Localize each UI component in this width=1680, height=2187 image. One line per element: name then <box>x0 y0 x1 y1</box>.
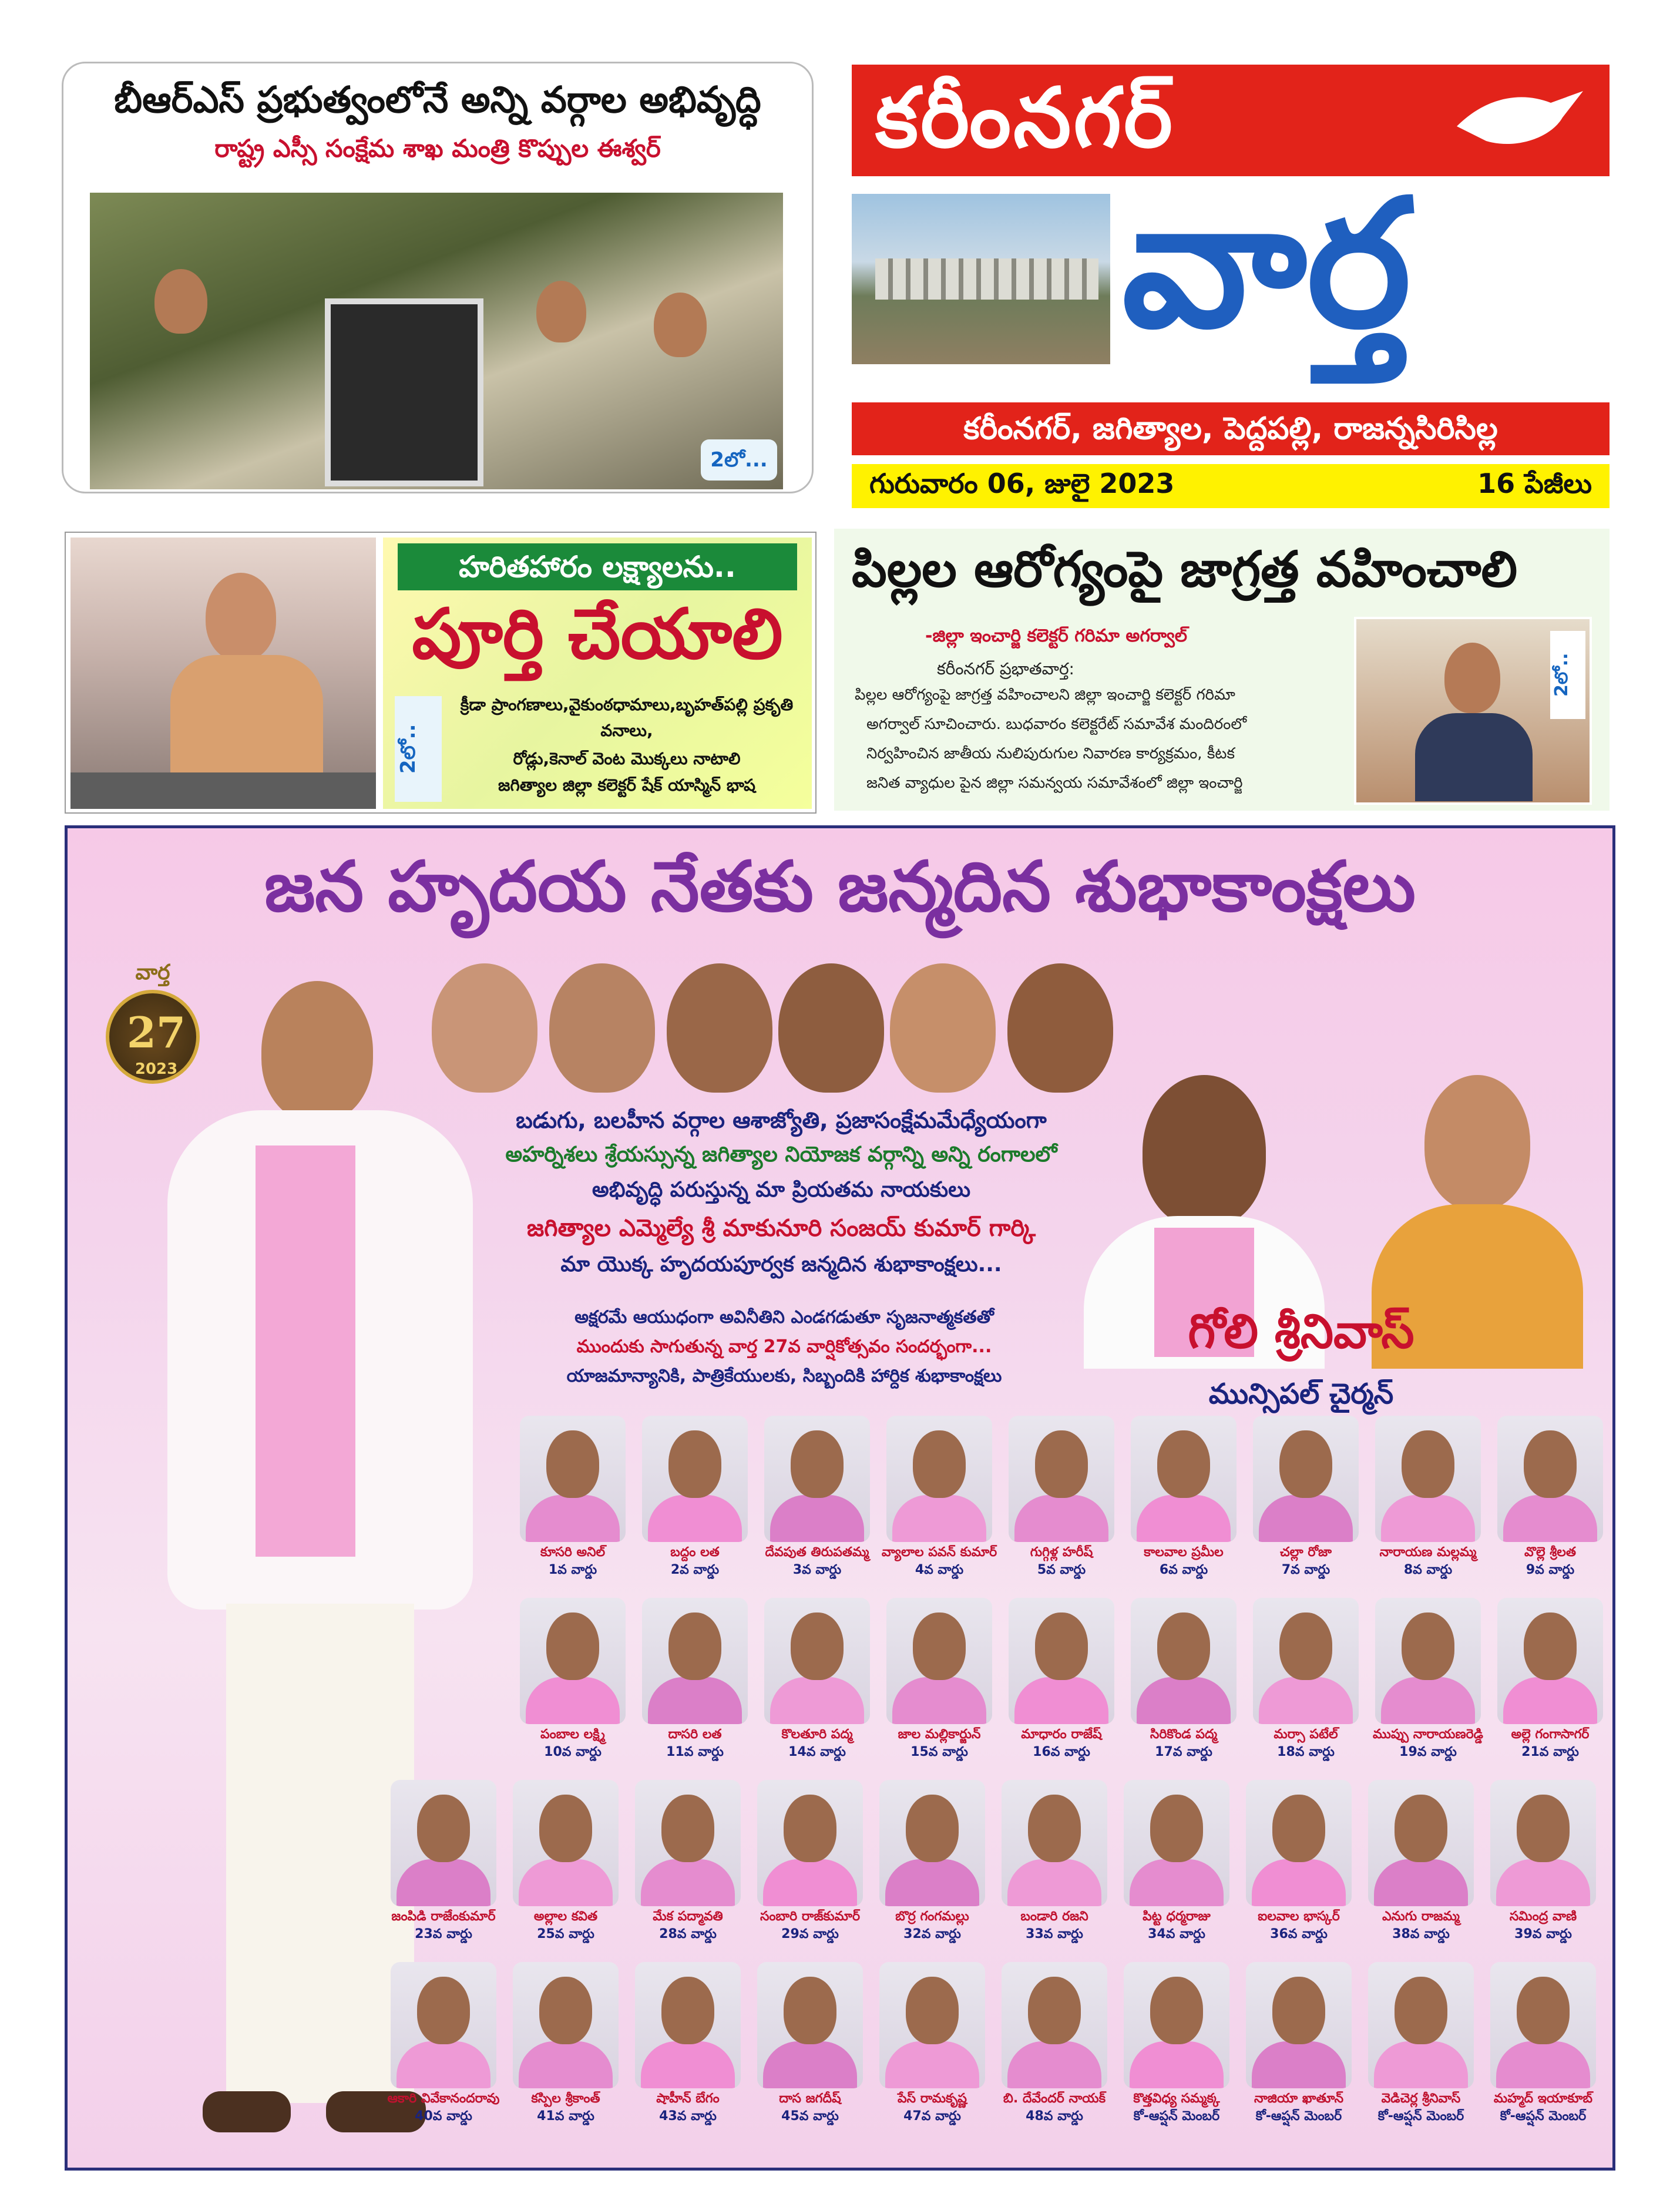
collector-body <box>170 655 323 772</box>
ward-member-ward: 19వ వార్డు <box>1399 1745 1457 1759</box>
ward-member-name: మహ్మద్ ఇయాకూబ్ <box>1493 2091 1593 2106</box>
ward-member-ward: 18వ వార్డు <box>1277 1745 1335 1759</box>
ward-member-body <box>1259 1495 1353 1542</box>
leader-portrait <box>778 963 884 1093</box>
ward-member-photo <box>757 1962 863 2088</box>
ward-member-photo <box>1253 1416 1359 1542</box>
ward-member-name: పేస్ రామకృష్ణ <box>898 2091 967 2106</box>
ward-member-name: వొల్లె శ్రీలత <box>1524 1545 1577 1560</box>
ward-member-ward: 33వ వార్డు <box>1026 1927 1083 1941</box>
badge-top: వార్త <box>135 960 170 985</box>
sponsor-name: గోలి శ్రీనివాస్ <box>1188 1304 1414 1359</box>
story3-body-4: జనిత వ్యాధుల పైన జిల్లా సమన్వయ సమావేశంలో జిల్లా ఇంచార్జి <box>866 774 1243 792</box>
ward-member-face <box>661 1795 714 1862</box>
ward-member-body <box>1374 2041 1468 2088</box>
ward-member-body <box>885 1859 979 1906</box>
ward-member-name: ఐలవాల భాస్కర్ <box>1258 1909 1340 1924</box>
ward-member-ward: 9వ వార్డు <box>1526 1563 1575 1577</box>
ward-member-name: ఆకారి వివేకానందరావు <box>387 2091 500 2106</box>
ward-member-body <box>1259 1677 1353 1724</box>
ward-member-face <box>1402 1612 1454 1680</box>
ward-member-ward: 16వ వార్డు <box>1033 1745 1090 1759</box>
masthead-date: గురువారం 06, జులై 2023 <box>869 468 1175 499</box>
ward-member-photo <box>520 1416 626 1542</box>
ward-member-face <box>539 1977 592 2044</box>
ad-line-5: మా యొక్క హృదయపూర్వక జన్మదిన శుభాకాంక్షలు... <box>560 1252 1002 1276</box>
ad-line2-3: యాజమాన్యానికి, పాత్రికేయులకు, సిబ్బందికి హార్దిక శుభాకాంక్షలు <box>566 1366 1002 1386</box>
ward-member-photo <box>764 1416 870 1542</box>
ward-member-face <box>1028 1795 1081 1862</box>
ward-member-body <box>892 1495 986 1542</box>
ward-member-ward: కో-ఆప్షన్ మెంబర్ <box>1255 2109 1342 2124</box>
ward-member-ward: 28వ వార్డు <box>659 1927 717 1941</box>
ward-member-photo <box>1375 1416 1481 1542</box>
ward-member-face <box>784 1795 836 1862</box>
ward-member-body <box>648 1495 742 1542</box>
ward-member-face <box>1524 1612 1577 1680</box>
ward-member-photo <box>1368 1780 1474 1906</box>
ward-member-face <box>417 1795 470 1862</box>
ward-member-ward: 25వ వార్డు <box>537 1927 594 1941</box>
ward-member-name: సమింద్ర వాణి <box>1509 1909 1577 1924</box>
ward-member-face <box>1272 1977 1325 2044</box>
ward-member-photo <box>1009 1598 1114 1724</box>
ward-member-photo <box>764 1598 870 1724</box>
ward-member-face <box>906 1977 959 2044</box>
ad-line-4: జగిత్యాల ఎమ్మెల్యే శ్రీ మాకునూరి సంజయ్ కుమార్ గార్కి <box>526 1215 1036 1242</box>
masthead-name-top: కరీంనగర్ <box>875 70 1175 166</box>
ward-member-name: దేవపుత తిరుపతమ్మ <box>765 1545 869 1560</box>
ward-member-face <box>546 1430 599 1498</box>
ward-member-body <box>763 1859 857 1906</box>
ward-member-ward: 45వ వార్డు <box>781 2109 839 2124</box>
story3-headline: పిల్లల ఆరోగ్యంపై జాగ్రత్త వహించాలి <box>852 540 1518 598</box>
ward-member-name: దాస జగదీష్ <box>779 2091 841 2106</box>
story1-page-ref[interactable]: 2లో... <box>701 439 777 481</box>
masthead <box>852 65 1610 508</box>
ward-member-photo <box>642 1416 748 1542</box>
sponsor-title: మున్సిపల్ చైర్మన్ <box>1208 1378 1394 1410</box>
ward-member-body <box>1137 1677 1231 1724</box>
ad-line-1: బడుగు, బలహీన వర్గాల ఆశాజ్యోతి, ప్రజాసంక్షేమమేధ్యేయంగా <box>516 1107 1047 1133</box>
collector-face <box>206 573 276 661</box>
ward-member-face <box>1157 1612 1210 1680</box>
ward-member-body <box>1130 1859 1224 1906</box>
ward-member-photo <box>513 1962 619 2088</box>
leader-portrait <box>432 963 537 1093</box>
collector-face <box>1444 643 1500 713</box>
ward-member-ward: 7వ వార్డు <box>1281 1563 1330 1577</box>
ward-member-photo <box>635 1780 741 1906</box>
story2-box <box>65 532 817 814</box>
ward-member-photo <box>886 1598 992 1724</box>
badge-year: 2023 <box>135 1060 178 1078</box>
ward-member-body <box>641 1859 735 1906</box>
ward-member-face <box>1157 1430 1210 1498</box>
ward-member-name: వెడిచెర్ల శ్రీనివాస్ <box>1381 2091 1461 2106</box>
ward-member-body <box>1381 1677 1475 1724</box>
ward-member-name: చల్లా రోజా <box>1279 1545 1332 1560</box>
dove-icon <box>1451 85 1586 156</box>
ward-member-ward: 4వ వార్డు <box>915 1563 964 1577</box>
story1-headline: బీఆర్ఎస్ ప్రభుత్వంలోనే అన్ని వర్గాల అభివృద్ధి <box>114 78 761 121</box>
ward-member-body <box>1007 1859 1101 1906</box>
ward-member-ward: 34వ వార్డు <box>1148 1927 1205 1941</box>
story3-body-2: అగర్వాల్ సూచించారు. బుధవారం కలెక్టరేట్ సమావేశ మందిరంలో <box>866 715 1247 733</box>
ward-member-photo <box>879 1780 985 1906</box>
ward-member-body <box>519 1859 613 1906</box>
ward-member-ward: 38వ వార్డు <box>1392 1927 1450 1941</box>
story3-page-ref[interactable]: 2లో.. <box>1550 631 1585 719</box>
ward-member-name: సిరికొండ పద్మ <box>1150 1727 1218 1742</box>
ward-member-body <box>397 2041 490 2088</box>
ad-title: జన హృదయ నేతకు జన్మదిన శుభాకాంక్షలు <box>264 846 1416 927</box>
person <box>536 281 586 342</box>
ward-member-face <box>1402 1430 1454 1498</box>
story2-headline: పూర్తి చేయాలి <box>412 593 783 674</box>
story1-subhead: రాష్ట్ర ఎస్సీ సంక్షేమ శాఖ మంత్రి కొప్పుల ఈశ్వర్ <box>214 134 661 163</box>
ward-member-name: బండారి రజని <box>1020 1909 1088 1924</box>
ward-member-face <box>1279 1430 1332 1498</box>
ward-member-photo <box>1009 1416 1114 1542</box>
ward-member-photo <box>1246 1962 1352 2088</box>
ward-member-photo <box>1368 1962 1474 2088</box>
ward-member-ward: 39వ వార్డు <box>1514 1927 1572 1941</box>
ward-member-name: కాలవాల ప్రమీల <box>1144 1545 1224 1560</box>
ward-member-body <box>763 2041 857 2088</box>
story3-body-3: నిర్వహించిన జాతీయ నులిపురుగుల నివారణ కార్యక్రమం, కీటక <box>866 745 1235 762</box>
story3-box <box>834 529 1610 811</box>
ward-member-photo <box>391 1962 496 2088</box>
plaque <box>325 298 483 486</box>
ward-member-ward: 23వ వార్డు <box>415 1927 472 1941</box>
ward-member-body <box>519 2041 613 2088</box>
story2-line-2: వనాలు, <box>600 721 653 740</box>
leader-portrait <box>890 963 996 1093</box>
ward-member-photo <box>1490 1962 1596 2088</box>
ward-member-ward: 29వ వార్డు <box>781 1927 839 1941</box>
ward-member-ward: 8వ వార్డు <box>1403 1563 1453 1577</box>
ward-member-body <box>770 1677 864 1724</box>
ward-member-name: జంపిడి రాజేంకుమార్ <box>391 1909 496 1924</box>
collector-body <box>1415 713 1533 801</box>
ward-member-face <box>906 1795 959 1862</box>
ward-member-ward: 48వ వార్డు <box>1026 2109 1083 2124</box>
ward-member-name: షాహీన్ బేగం <box>656 2091 720 2106</box>
ward-member-name: పంబాల లక్ష్మి <box>540 1727 605 1742</box>
ward-member-face <box>1279 1612 1332 1680</box>
ward-member-body <box>526 1495 620 1542</box>
leader-face <box>261 981 373 1122</box>
ward-member-face <box>1395 1977 1447 2044</box>
ward-member-face <box>546 1612 599 1680</box>
ward-member-body <box>892 1677 986 1724</box>
ward-member-photo <box>886 1416 992 1542</box>
ward-member-face <box>1272 1795 1325 1862</box>
ward-member-photo <box>1375 1598 1481 1724</box>
ad-line2-2: ముందుకు సాగుతున్న వార్త 27వ వార్షికోత్సవం సందర్భంగా... <box>576 1336 992 1357</box>
leader-portrait <box>549 963 655 1093</box>
ward-member-face <box>791 1612 844 1680</box>
ward-member-ward: కో-ఆప్షన్ మెంబర్ <box>1500 2109 1587 2124</box>
ward-member-photo <box>1246 1780 1352 1906</box>
ward-member-face <box>668 1430 721 1498</box>
ward-member-body <box>1374 1859 1468 1906</box>
ward-member-name: గుగ్గిళ్ల హరీష్ <box>1030 1545 1093 1560</box>
ward-member-ward: 36వ వార్డు <box>1270 1927 1328 1941</box>
ward-member-ward: 40వ వార్డు <box>415 2109 472 2124</box>
ward-member-face <box>913 1430 966 1498</box>
ward-member-ward: 14వ వార్డు <box>788 1745 846 1759</box>
ward-member-body <box>648 1677 742 1724</box>
ward-member-name: దాసరి లత <box>668 1727 722 1742</box>
ward-member-face <box>1517 1795 1570 1862</box>
ward-member-ward: 3వ వార్డు <box>792 1563 842 1577</box>
ward-grid <box>68 1416 1612 2168</box>
masthead-pages: 16 పేజీలు <box>1477 468 1592 499</box>
ward-member-face <box>417 1977 470 2044</box>
ward-member-face <box>661 1977 714 2044</box>
ward-member-face <box>668 1612 721 1680</box>
ward-member-name: సంబారి రాజ్‌కుమార్ <box>760 1909 861 1924</box>
ward-member-name: బొర్ర గంగమల్లు <box>895 1909 969 1924</box>
ward-member-photo <box>513 1780 619 1906</box>
ward-member-body <box>1007 2041 1101 2088</box>
ward-member-photo <box>642 1598 748 1724</box>
ward-member-photo <box>1002 1780 1107 1906</box>
badge-number: 27 <box>126 1007 186 1057</box>
story2-photo <box>70 537 376 809</box>
ad-line-2: అహర్నిశలు శ్రేయస్సున్న జగిత్యాల నియోజక వర్గాన్ని అన్ని రంగాలలో <box>505 1143 1057 1167</box>
ward-member-name: మేక పద్మావతి <box>653 1909 723 1924</box>
ward-member-ward: 1వ వార్డు <box>548 1563 597 1577</box>
story3-dateline: కరీంనగర్ ప్రభాతవార్త: <box>937 659 1074 678</box>
ward-member-name: పిట్ట ధర్మరాజు <box>1143 1909 1211 1924</box>
ward-member-ward: 11వ వార్డు <box>666 1745 724 1759</box>
ward-member-ward: 2వ వార్డు <box>670 1563 720 1577</box>
masthead-name-main: వార్త <box>1122 162 1412 367</box>
ward-member-ward: 10వ వార్డు <box>544 1745 602 1759</box>
ward-member-photo <box>635 1962 741 2088</box>
ward-member-face <box>1524 1430 1577 1498</box>
ward-member-ward: 6వ వార్డు <box>1159 1563 1208 1577</box>
ward-member-face <box>1150 1795 1203 1862</box>
ward-member-face <box>1035 1430 1088 1498</box>
ward-member-photo <box>1124 1962 1229 2088</box>
ward-member-name: జాల మల్లికార్జున్ <box>898 1727 981 1742</box>
ward-member-body <box>397 1859 490 1906</box>
story2-line-3: రోడ్లు,కెనాల్ వెంట మొక్కలు నాటాలి <box>513 749 741 768</box>
ward-member-ward: 43వ వార్డు <box>659 2109 717 2124</box>
ward-member-photo <box>1124 1780 1229 1906</box>
ad-line2-1: అక్షరమే ఆయుధంగా అవినీతిని ఎండగడుతూ సృజనాత్మకతతో <box>574 1307 994 1328</box>
ward-member-photo <box>1490 1780 1596 1906</box>
ward-member-body <box>1137 1495 1231 1542</box>
ward-member-name: ముప్పు నారాయణరెడ్డి <box>1373 1727 1483 1742</box>
ward-member-photo <box>1131 1416 1237 1542</box>
ward-member-body <box>1496 2041 1590 2088</box>
ward-member-photo <box>520 1598 626 1724</box>
story2-right <box>383 537 812 809</box>
story1-box <box>62 62 814 493</box>
ward-member-body <box>1503 1495 1597 1542</box>
ward-member-name: వ్యాలాల పవన్ కుమార్ <box>881 1545 997 1560</box>
ward-member-body <box>641 2041 735 2088</box>
ward-member-body <box>1014 1495 1108 1542</box>
leader-portrait <box>667 963 772 1093</box>
table <box>70 772 376 809</box>
ward-member-body <box>885 2041 979 2088</box>
ward-member-ward: కో-ఆప్షన్ మెంబర్ <box>1377 2109 1464 2124</box>
ward-member-name: అల్లాల కవిత <box>533 1909 598 1924</box>
ward-member-photo <box>757 1780 863 1906</box>
dam-photo <box>852 194 1110 364</box>
ward-member-photo <box>1253 1598 1359 1724</box>
story2-line-1: క్రీడా ప్రాంగణాలు,వైకుంఠధామాలు,బృహత్‌పల్లి ప్రకృతి <box>460 695 794 714</box>
ward-member-name: బి. దేవేందర్ నాయక్ <box>1003 2091 1106 2106</box>
ward-member-name: నారాయణ మల్లమ్మ <box>1379 1545 1477 1560</box>
story3-body-1: పిల్లల ఆరోగ్యంపై జాగ్రత్త వహించాలని జిల్లా ఇంచార్జి కలెక్టర్ గరిమా <box>855 686 1235 704</box>
ward-member-face <box>1028 1977 1081 2044</box>
ward-member-ward: 47వ వార్డు <box>903 2109 961 2124</box>
ward-member-body <box>1252 2041 1346 2088</box>
ward-member-body <box>1496 1859 1590 1906</box>
ward-member-name: అల్లె గంగాసాగర్ <box>1511 1727 1590 1742</box>
ward-member-face <box>1035 1612 1088 1680</box>
ward-member-name: నాజియా ఖాతూన్ <box>1254 2091 1344 2106</box>
ward-member-ward: 21వ వార్డు <box>1521 1745 1579 1759</box>
ward-member-body <box>1252 1859 1346 1906</box>
ward-member-name: కూసరి అనిల్ <box>540 1545 606 1560</box>
ward-member-face <box>1395 1795 1447 1862</box>
ward-member-body <box>526 1677 620 1724</box>
ward-member-photo <box>1002 1962 1107 2088</box>
story3-photo <box>1354 617 1592 805</box>
ward-member-name: కొత్తవిధ్య సమ్మక్క <box>1133 2091 1220 2106</box>
story2-line-4: జగిత్యాల జిల్లా కలెక్టర్ షేక్ యాస్మిన్ భాష <box>498 775 755 795</box>
person <box>654 293 707 357</box>
ward-member-photo <box>879 1962 985 2088</box>
ward-member-name: మర్సా పటేల్ <box>1274 1727 1338 1742</box>
ward-member-face <box>791 1430 844 1498</box>
masthead-districts: కరీంనగర్, జగిత్యాల, పెద్దపల్లి, రాజన్నసిరిసిల్ల <box>852 402 1610 455</box>
ward-member-face <box>784 1977 836 2044</box>
ward-member-body <box>770 1495 864 1542</box>
ward-member-name: బద్దం లత <box>670 1545 720 1560</box>
ward-member-ward: కో-ఆప్షన్ మెంబర్ <box>1133 2109 1220 2124</box>
ward-member-photo <box>1497 1598 1603 1724</box>
ward-member-photo <box>391 1780 496 1906</box>
ward-member-photo <box>1131 1598 1237 1724</box>
story2-kicker: హరితహారం లక్ష్యాలను.. <box>398 543 797 590</box>
ward-member-body <box>1014 1677 1108 1724</box>
ward-member-name: కస్పిల శ్రీకాంత్ <box>531 2091 600 2106</box>
ward-member-ward: 17వ వార్డు <box>1155 1745 1212 1759</box>
story3-byline: -జిల్లా ఇంచార్జి కలెక్టర్ గరిమా అగర్వాల్ <box>925 626 1187 646</box>
ward-member-name: ఎనుగు రాజమ్మ <box>1382 1909 1460 1924</box>
person <box>154 269 207 334</box>
ward-member-face <box>913 1612 966 1680</box>
ward-member-body <box>1130 2041 1224 2088</box>
ward-member-face <box>1150 1977 1203 2044</box>
ward-member-name: మాధారం రాజేష్ <box>1021 1727 1102 1742</box>
ward-member-body <box>1503 1677 1597 1724</box>
birthday-ad <box>65 825 1615 2171</box>
ward-member-ward: 32వ వార్డు <box>903 1927 961 1941</box>
masthead-dateline <box>852 464 1610 508</box>
ward-member-photo <box>1497 1416 1603 1542</box>
story2-page-ref[interactable]: 2లో.. <box>395 696 442 802</box>
ward-member-face <box>1517 1977 1570 2044</box>
ward-member-ward: 5వ వార్డు <box>1037 1563 1086 1577</box>
ward-member-body <box>1381 1495 1475 1542</box>
ward-member-name: కొలతూరి పద్మ <box>781 1727 853 1742</box>
story1-photo <box>90 193 783 489</box>
ward-member-ward: 41వ వార్డు <box>537 2109 594 2124</box>
ward-member-ward: 15వ వార్డు <box>910 1745 968 1759</box>
ad-line-3: అభివృద్ధి పరుస్తున్న మా ప్రియతమ నాయకులు <box>592 1178 971 1202</box>
ward-member-face <box>539 1795 592 1862</box>
